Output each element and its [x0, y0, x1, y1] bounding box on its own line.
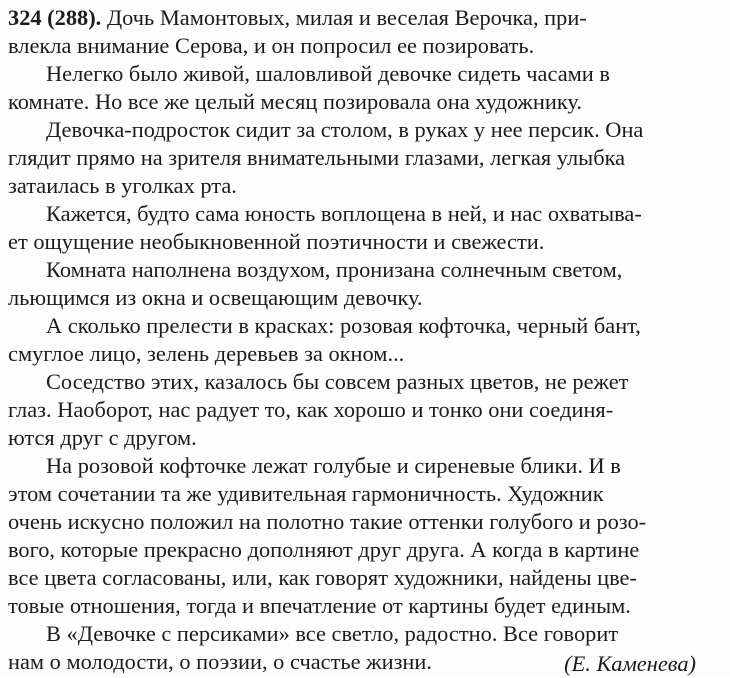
text-line: влекла внимание Серова, и он попросил ее позировать.: [8, 33, 535, 58]
text-line: В «Девочке с персиками» все светло, радостно. Все говорит: [46, 621, 619, 646]
text-line: Девочка-подросток сидит за столом, в руках у нее персик. Она: [46, 117, 644, 142]
text-line: глаз. Наоборот, нас радует то, как хорошо и тонко они соединя-: [8, 397, 614, 422]
text-line: все цвета согласованы, или, как говорят художники, найдены цве-: [8, 565, 637, 590]
text-line: нам о молодости, о поэзии, о счастье жизни.: [8, 649, 432, 674]
author-attribution: (Е. Каменева): [564, 651, 696, 676]
text-line: Нелегко было живой, шаловливой девочке сидеть часами в: [46, 61, 610, 86]
text-line: На розовой кофточке лежат голубые и сиреневые блики. И в: [46, 453, 621, 478]
text-line: Комната наполнена воздухом, пронизана солнечным светом,: [46, 257, 623, 282]
text-line-content: Дочь Мамонтовых, милая и веселая Верочка, при-: [106, 5, 587, 30]
text-line: Кажется, будто сама юность воплощена в ней, и нас охватыва-: [46, 201, 642, 226]
text-line: смуглое лицо, зелень деревьев за окном...: [8, 341, 405, 366]
text-line: ет ощущение необыкновенной поэтичности и свежести.: [8, 229, 545, 254]
text-line: затаилась в уголках рта.: [8, 173, 237, 198]
text-line: комнате. Но все же целый месяц позировала она художнику.: [8, 89, 582, 114]
text-line: [8, 4, 587, 32]
text-line: ются друг с другом.: [8, 425, 197, 450]
text-line: товые отношения, тогда и впечатление от картины будет единым.: [8, 593, 631, 618]
exercise-number: 324 (288).: [8, 5, 102, 30]
text-line: Соседство этих, казалось бы совсем разных цветов, не режет: [46, 369, 629, 394]
text-line: А сколько прелести в красках: розовая кофточка, черный бант,: [46, 313, 641, 338]
text-line: глядит прямо на зрителя внимательными глазами, легкая улыбка: [8, 145, 626, 170]
text-line: льющимся из окна и освещающим девочку.: [8, 285, 423, 310]
text-line: этом сочетании та же удивительная гармоничность. Художник: [8, 481, 604, 506]
text-line: очень искусно положил на полотно такие оттенки голубого и розо-: [8, 509, 647, 534]
text-line: вого, которые прекрасно дополняют друг друга. А когда в картине: [8, 537, 640, 562]
